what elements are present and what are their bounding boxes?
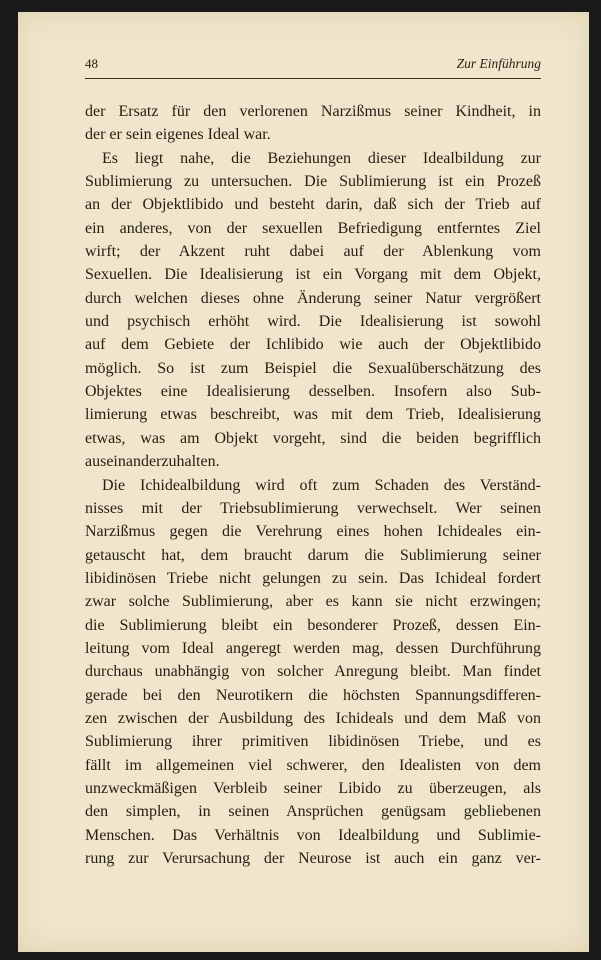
text-line: wirft; der Akzent ruht dabei auf der Ablenkung vom <box>85 243 541 261</box>
text-line: auseinanderzuhalten. <box>85 453 220 471</box>
text-line: die Sublimierung bleibt ein besonderer Prozeß, dessen Ein- <box>85 616 541 634</box>
text-line: nisses mit der Triebsublimierung verwechselt. Wer seinen <box>85 499 541 517</box>
text-line: möglich. So ist zum Beispiel die Sexualüberschätzung des <box>85 359 541 377</box>
text-line: unzweckmäßigen Verbleib seiner Libido zu überzeugen, als <box>85 779 541 797</box>
text-line: Narzißmus gegen die Verehrung eines hohen Ichideales ein- <box>85 523 541 541</box>
text-line: leitung vom Ideal angeregt werden mag, dessen Durchführung <box>85 639 541 657</box>
text-line: durch welchen dieses ohne Änderung seiner Natur vergrößert <box>85 289 541 307</box>
text-line: Menschen. Das Verhältnis von Idealbildung und Sublimie- <box>85 826 541 844</box>
text-line: ein anderes, von der sexuellen Befriedigung entferntes Ziel <box>85 219 541 237</box>
text-line: Die Ichidealbildung wird oft zum Schaden des Verständ- <box>102 476 541 494</box>
text-line: und psychisch erhöht wird. Die Idealisierung ist sowohl <box>85 313 541 331</box>
text-line: limierung etwas beschreibt, was mit dem Trieb, Idealisierung <box>85 406 541 424</box>
text-line: gerade bei den Neurotikern die höchsten Spannungsdifferen- <box>85 686 541 704</box>
body-text <box>85 100 541 870</box>
running-title: Zur Einführung <box>456 56 541 71</box>
text-line: zen zwischen der Ausbildung des Ichideals und dem Maß von <box>85 709 541 727</box>
text-line: Es liegt nahe, die Beziehungen dieser Idealbildung zur <box>102 149 541 167</box>
text-line: libidinösen Triebe nicht gelungen zu sein. Das Ichideal fordert <box>85 569 541 587</box>
text-line: auf dem Gebiete der Ichlibido wie auch der Objektlibido <box>85 336 541 354</box>
text-line: der Ersatz für den verlorenen Narzißmus seiner Kindheit, in <box>85 103 541 120</box>
text-line: der er sein eigenes Ideal war. <box>85 126 271 144</box>
text-line: rung zur Verursachung der Neurose ist auch ein ganz ver- <box>85 850 541 867</box>
text-line: getauscht hat, dem braucht darum die Sublimierung seiner <box>85 546 541 564</box>
text-line: fällt im allgemeinen viel schwerer, den Idealisten von dem <box>85 756 541 774</box>
text-line: zwar solche Sublimierung, aber es kann sie nicht erzwingen; <box>85 593 541 611</box>
page-header <box>85 52 541 79</box>
text-line: Objektes eine Idealisierung desselben. Insofern also Sub- <box>85 383 541 401</box>
text-line: Sublimierung ihrer primitiven libidinösen Triebe, und es <box>85 733 541 751</box>
text-line: durchaus unabhängig von solcher Anregung bleibt. Man findet <box>85 663 541 681</box>
text-line: an der Objektlibido und besteht darin, daß sich der Trieb auf <box>85 196 541 214</box>
page-number: 48 <box>85 56 98 71</box>
text-line: etwas, was am Objekt vorgeht, sind die beiden begrifflich <box>85 429 541 447</box>
book-page <box>18 12 589 952</box>
text-line: Sexuellen. Die Idealisierung ist ein Vorgang mit dem Objekt, <box>85 266 541 284</box>
text-line: den simplen, in seinen Ansprüchen genügsam gebliebenen <box>85 803 541 821</box>
text-line: Sublimierung zu untersuchen. Die Sublimierung ist ein Prozeß <box>85 173 541 191</box>
